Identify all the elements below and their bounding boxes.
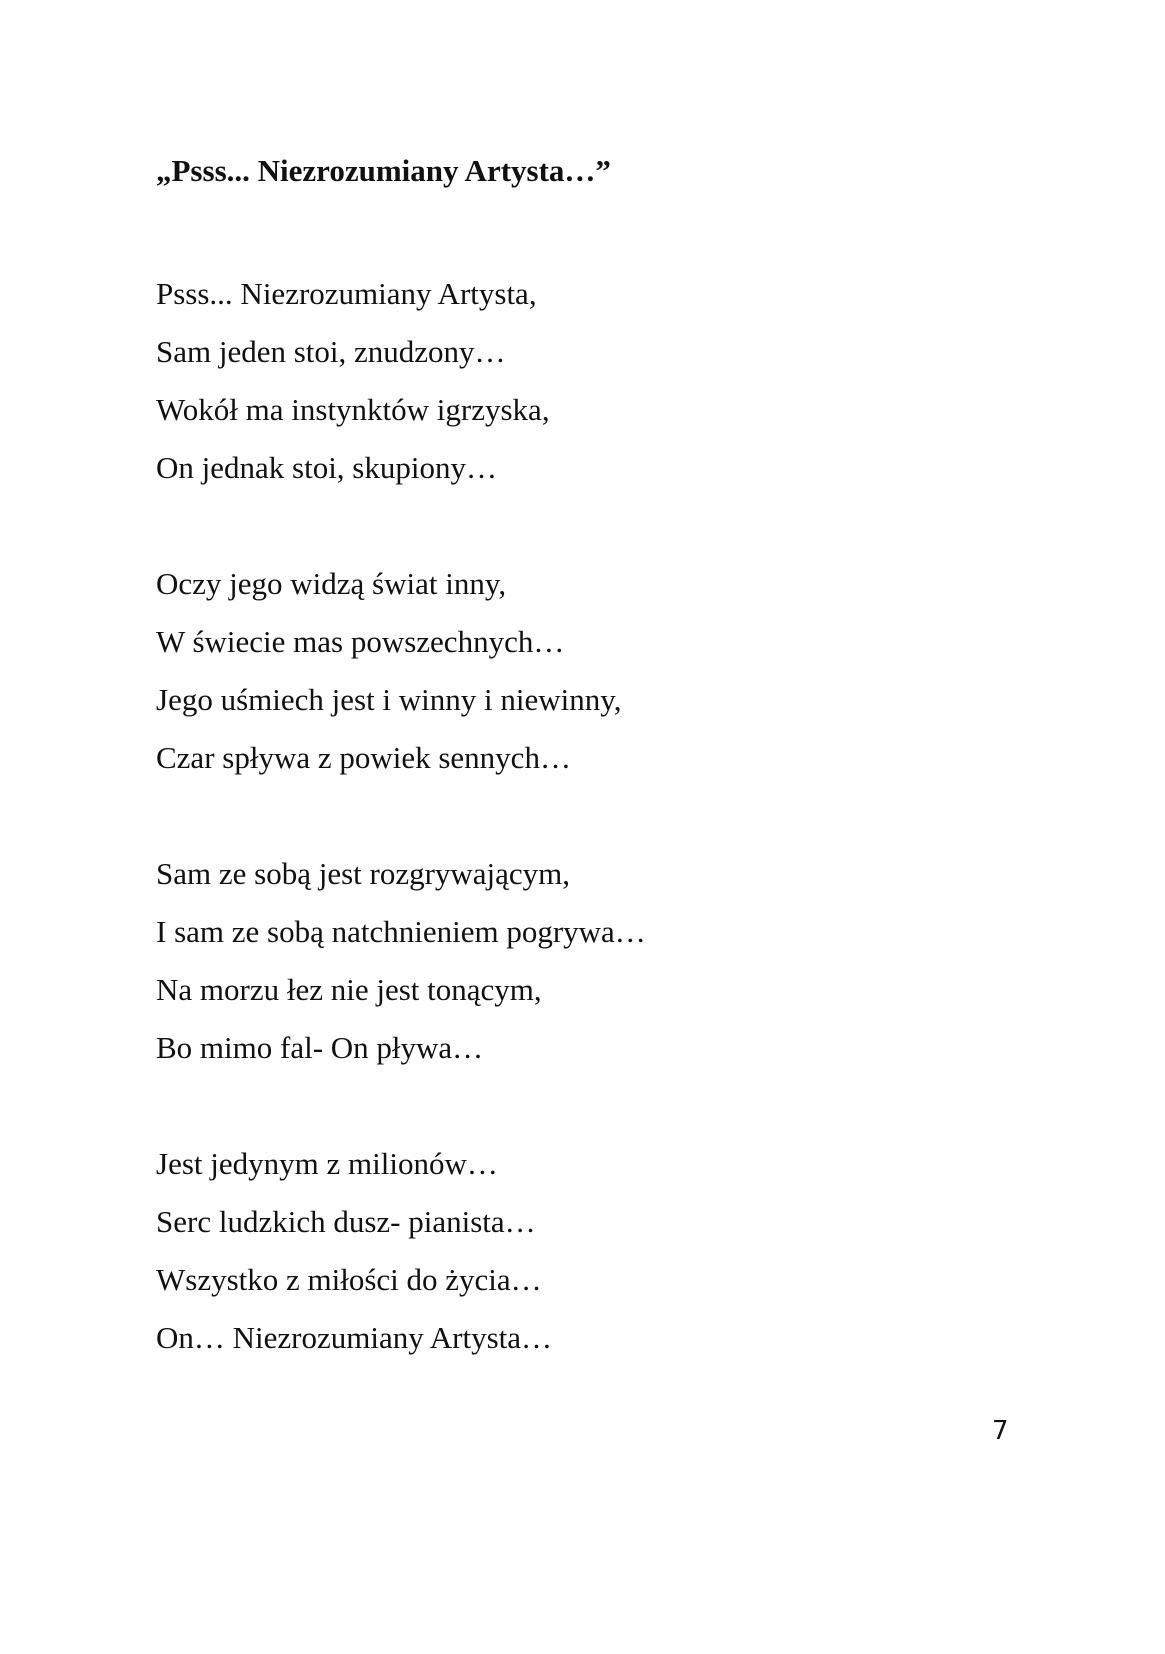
poem-title: „Psss... Niezrozumiany Artysta…” <box>156 153 611 188</box>
verse-line: On jednak stoi, skupiony… <box>156 450 497 485</box>
verse-line: On… Niezrozumiany Artysta… <box>156 1320 553 1355</box>
verse-line: Na morzu łez nie jest tonącym, <box>156 972 542 1007</box>
verse-line: Jego uśmiech jest i winny i niewinny, <box>156 682 622 717</box>
page-number: 7 <box>992 1416 1009 1446</box>
verse-line: Sam jeden stoi, znudzony… <box>156 334 506 369</box>
verse-line: I sam ze sobą natchnieniem pogrywa… <box>156 914 646 949</box>
stanza-1 <box>156 265 646 497</box>
poem-body <box>156 265 646 1425</box>
verse-line: Oczy jego widzą świat inny, <box>156 566 507 601</box>
verse-line: Sam ze sobą jest rozgrywającym, <box>156 856 571 891</box>
verse-line: W świecie mas powszechnych… <box>156 624 565 659</box>
verse-line: Wokół ma instynktów igrzyska, <box>156 392 550 427</box>
stanza-2 <box>156 555 646 787</box>
stanza-4 <box>156 1135 646 1367</box>
verse-line: Serc ludzkich dusz- pianista… <box>156 1204 536 1239</box>
verse-line: Bo mimo fal- On pływa… <box>156 1030 484 1065</box>
verse-line: Wszystko z miłości do życia… <box>156 1262 542 1297</box>
verse-line: Psss... Niezrozumiany Artysta, <box>156 276 537 311</box>
stanza-3 <box>156 845 646 1077</box>
verse-line: Czar spływa z powiek sennych… <box>156 740 571 775</box>
verse-line: Jest jedynym z milionów… <box>156 1146 498 1181</box>
